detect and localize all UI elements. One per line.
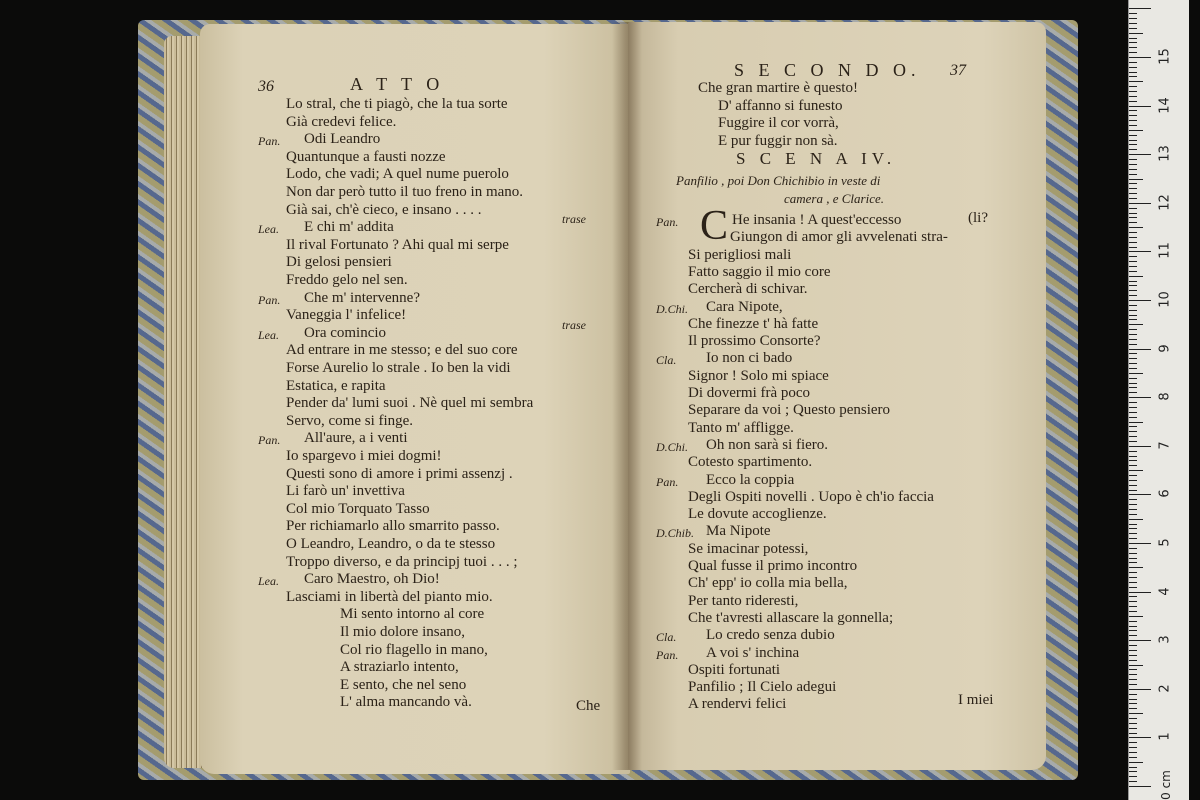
ruler-tick <box>1129 18 1137 19</box>
page-number-right: 37 <box>950 62 966 79</box>
ruler-tick <box>1129 383 1137 384</box>
ruler-tick <box>1129 592 1151 593</box>
ruler-tick <box>1129 601 1137 602</box>
verse-line: Per richiamarlo allo smarrito passo. <box>286 518 500 535</box>
ruler-tick <box>1129 699 1137 700</box>
ruler-tick <box>1129 349 1151 350</box>
ruler-tick <box>1129 635 1137 636</box>
ruler-tick <box>1129 689 1151 690</box>
ruler-tick <box>1129 242 1137 243</box>
verse-line: Estatica, e rapita <box>286 377 386 394</box>
ruler-tick <box>1129 436 1137 437</box>
ruler-tick <box>1129 460 1137 461</box>
verse-line: Che finezze t' hà fatte <box>688 315 819 332</box>
ruler-tick <box>1129 159 1137 160</box>
ruler-tick <box>1129 315 1137 316</box>
ruler-tick <box>1129 72 1137 73</box>
ruler-tick <box>1129 621 1137 622</box>
verse-line: Lasciami in libertà del pianto mio. <box>286 588 493 605</box>
verse-line: Freddo gelo nel sen. <box>286 272 408 288</box>
ruler-number: 3 <box>1157 635 1173 644</box>
ruler-tick <box>1129 494 1151 495</box>
ruler-tick <box>1129 276 1143 277</box>
ruler-tick <box>1129 767 1137 768</box>
ruler-tick <box>1129 426 1137 427</box>
ruler-tick <box>1129 694 1137 695</box>
ruler-tick <box>1129 737 1151 738</box>
ruler-tick <box>1129 57 1151 58</box>
ruler-tick <box>1129 42 1137 43</box>
ruler-tick <box>1129 198 1137 199</box>
verse-line: Forse Aurelio lo strale . Io ben la vidi <box>286 360 511 376</box>
catchword-right: I miei <box>958 692 994 708</box>
verse-line: He insania ! A quest'eccesso <box>732 212 902 228</box>
margin-note: trase <box>562 212 586 227</box>
ruler-tick <box>1129 271 1137 272</box>
ruler-tick <box>1129 266 1137 267</box>
verse-line: Si perigliosi mali <box>688 246 792 263</box>
ruler-tick <box>1129 251 1151 252</box>
verse-line: Quantunque a fausti nozze <box>286 148 446 165</box>
ruler-tick <box>1129 757 1137 758</box>
ruler-tick <box>1129 660 1137 661</box>
ruler-tick <box>1129 81 1143 82</box>
ruler-tick <box>1129 412 1137 413</box>
ruler-tick <box>1129 499 1137 500</box>
stage-direction-line-2: camera , e Clarice. <box>784 191 885 206</box>
margin-note: trase <box>562 317 586 332</box>
ruler-tick <box>1129 470 1143 471</box>
ruler-tick <box>1129 203 1151 204</box>
ruler-tick <box>1129 281 1137 282</box>
ruler-tick <box>1129 582 1137 583</box>
verse-line: D' affanno si funesto <box>718 97 843 114</box>
ruler-tick <box>1129 587 1137 588</box>
speaker-label: Pan. <box>656 647 679 662</box>
ruler-tick <box>1129 179 1143 180</box>
speaker-label: Lea. <box>258 574 279 589</box>
ruler-tick <box>1129 548 1137 549</box>
verse-line: Che t'avresti allascare la gonnella; <box>688 609 894 626</box>
ruler-tick <box>1129 324 1143 325</box>
ruler-tick <box>1129 480 1137 481</box>
right-page <box>628 22 1046 770</box>
ruler-tick <box>1129 402 1137 403</box>
ruler-tick <box>1129 86 1137 87</box>
verse-line: Io spargevo i miei dogmi! <box>286 448 442 464</box>
verse-line: Vaneggia l' infelice! <box>286 307 407 324</box>
ruler-tick <box>1129 611 1137 612</box>
verse-line: Degli Ospiti novelli . Uopo è ch'io faccia <box>688 488 934 505</box>
ruler-tick <box>1129 397 1151 398</box>
ruler-tick <box>1129 76 1137 77</box>
ruler-tick <box>1129 227 1143 228</box>
verse-line: Separare da voi ; Questo pensiero <box>688 402 891 419</box>
page-edges <box>164 36 204 768</box>
ruler-tick <box>1129 144 1137 145</box>
catchword-left: Che <box>576 698 601 714</box>
ruler-tick <box>1129 217 1137 218</box>
verse-line: All'aure, a i venti <box>304 430 408 447</box>
ruler-tick <box>1129 183 1137 184</box>
ruler-tick <box>1129 742 1137 743</box>
ruler-tick <box>1129 407 1137 408</box>
verse-line: Fuggire il cor vorrà, <box>718 115 839 131</box>
ruler-tick <box>1129 509 1137 510</box>
speaker-label: Lea. <box>258 327 279 342</box>
ruler-tick <box>1129 596 1137 597</box>
verse-line: Giungon di amor gli avvelenati stra- <box>730 229 948 246</box>
verse-line: Il rival Fortunato ? Ahi qual mi serpe <box>286 236 509 253</box>
ruler-tick <box>1129 567 1143 568</box>
verse-line: Col mio Torquato Tasso <box>286 500 430 517</box>
ruler-tick <box>1129 475 1137 476</box>
ruler-tick <box>1129 733 1137 734</box>
ruler-tick <box>1129 8 1151 9</box>
verse-line: Il prossimo Consorte? <box>688 333 821 350</box>
ruler-tick <box>1129 456 1137 457</box>
speaker-label: Cla. <box>656 353 677 368</box>
speaker-label: D.Chi. <box>656 439 689 454</box>
ruler-unit-label: 0 cm <box>1158 770 1173 800</box>
verse-line: Cotesto spartimento. <box>688 454 813 471</box>
verse-line: Lodo, che vadi; A quel nume puerolo <box>286 166 509 183</box>
ruler-tick <box>1129 708 1137 709</box>
speaker-label: Pan. <box>258 433 281 448</box>
verse-line: Lo stral, che ti piagò, che la tua sorte <box>286 96 508 112</box>
ruler-tick <box>1129 174 1137 175</box>
ruler-tick <box>1129 140 1137 141</box>
ruler-tick <box>1129 465 1137 466</box>
page-number-left: 36 <box>258 78 274 95</box>
ruler-tick <box>1129 781 1137 782</box>
ruler-tick <box>1129 616 1143 617</box>
verse-line: Troppo diverso, e da principj tuoi . . . ; <box>286 553 518 570</box>
ruler-tick <box>1129 650 1137 651</box>
ruler-tick <box>1129 96 1137 97</box>
ruler-tick <box>1129 514 1137 515</box>
ruler-tick <box>1129 524 1137 525</box>
ruler-tick <box>1129 728 1137 729</box>
ruler-tick <box>1129 101 1137 102</box>
ruler-number: 7 <box>1157 441 1173 450</box>
verse-line: Per tanto rideresti, <box>688 592 799 609</box>
speaker-label: Cla. <box>656 630 677 645</box>
measuring-ruler <box>1128 0 1189 800</box>
verse-line: Odi Leandro <box>304 131 381 148</box>
ruler-number: 6 <box>1157 489 1173 499</box>
ruler-tick <box>1129 533 1137 534</box>
ruler-number: 8 <box>1157 392 1173 401</box>
ruler-tick <box>1129 558 1137 559</box>
left-page <box>200 24 630 774</box>
ruler-tick <box>1129 387 1137 388</box>
ruler-number: 1 <box>1157 732 1173 742</box>
ruler-tick <box>1129 703 1137 704</box>
verse-line: Questi sono di amore i primi assenzj . <box>286 465 513 482</box>
speaker-label: Lea. <box>258 222 279 237</box>
ruler-tick <box>1129 295 1137 296</box>
verse-line: Che m' intervenne? <box>304 289 420 306</box>
ruler-number: 9 <box>1157 343 1173 353</box>
ruler-tick <box>1129 222 1137 223</box>
ruler-tick <box>1129 353 1137 354</box>
speaker-label: D.Chi. <box>656 301 689 316</box>
ruler-number: 13 <box>1157 145 1173 162</box>
running-head-right: S E C O N D O. <box>734 60 921 80</box>
ruler-number: 10 <box>1157 291 1173 308</box>
ruler-tick <box>1129 329 1137 330</box>
verse-line: Le dovute accoglienze. <box>688 506 827 523</box>
margin-note: (li? <box>968 210 988 226</box>
verse-line: Ora comincio <box>304 324 387 341</box>
ruler-tick <box>1129 290 1137 291</box>
ruler-tick <box>1129 368 1137 369</box>
ruler-tick <box>1129 120 1137 121</box>
ruler-tick <box>1129 52 1137 53</box>
ruler-tick <box>1129 67 1137 68</box>
ruler-tick <box>1129 422 1143 423</box>
ruler-number: 5 <box>1157 538 1173 547</box>
ruler-tick <box>1129 154 1151 155</box>
speaker-label: Pan. <box>656 215 679 229</box>
verse-line: Di dovermi frà poco <box>688 385 811 401</box>
ruler-tick <box>1129 213 1137 214</box>
ruler-tick <box>1129 38 1137 39</box>
ruler-tick <box>1129 91 1137 92</box>
ruler-tick <box>1129 553 1137 554</box>
ruler-number: 15 <box>1157 48 1173 65</box>
ruler-tick <box>1129 106 1151 107</box>
ruler-tick <box>1129 645 1137 646</box>
verse-line: Pender da' lumi suoi . Nè quel mi sembra <box>286 395 534 412</box>
verse-line: Mi sento intorno al core <box>340 606 485 623</box>
ruler-tick <box>1129 562 1137 563</box>
drop-capital: C <box>700 203 729 249</box>
ruler-tick <box>1129 373 1143 374</box>
verse-line: A rendervi felici <box>688 696 787 713</box>
verse-line: Di gelosi pensieri <box>286 254 392 271</box>
ruler-tick <box>1129 538 1137 539</box>
ruler-tick <box>1129 232 1137 233</box>
verse-line: L' alma mancando và. <box>340 694 472 711</box>
verse-line: Li farò un' invettiva <box>286 483 405 500</box>
ruler-tick <box>1129 310 1137 311</box>
verse-line: Ch' epp' io colla mia bella, <box>688 575 848 592</box>
verse-line: Se imacinar potessi, <box>688 540 809 557</box>
verse-line: Non dar però tutto il tuo freno in mano. <box>286 184 524 200</box>
verse-line: Servo, come si finge. <box>286 412 414 429</box>
ruler-tick <box>1129 261 1137 262</box>
ruler-tick <box>1129 110 1137 111</box>
verse-line: Cercherà di schivar. <box>688 281 808 298</box>
scene-title: S C E N A IV. <box>736 149 897 168</box>
ruler-tick <box>1129 723 1137 724</box>
ruler-tick <box>1129 747 1137 748</box>
ruler-tick <box>1129 528 1137 529</box>
ruler-tick <box>1129 300 1151 301</box>
verse-line: Già sai, ch'è cieco, e insano . . . . <box>286 201 482 218</box>
ruler-tick <box>1129 451 1137 452</box>
ruler-tick <box>1129 431 1137 432</box>
ruler-tick <box>1129 519 1143 520</box>
verse-line: Il mio dolore insano, <box>340 624 465 640</box>
ruler-tick <box>1129 33 1143 34</box>
ruler-tick <box>1129 164 1137 165</box>
verse-line: Cara Nipote, <box>706 298 783 315</box>
ruler-tick <box>1129 446 1151 447</box>
ruler-tick <box>1129 237 1137 238</box>
verse-line: Tanto m' affligge. <box>688 419 794 436</box>
ruler-tick <box>1129 417 1137 418</box>
ruler-tick <box>1129 392 1137 393</box>
ruler-tick <box>1129 684 1137 685</box>
ruler-tick <box>1129 572 1137 573</box>
speaker-label: Pan. <box>258 134 281 149</box>
ruler-tick <box>1129 441 1137 442</box>
speaker-label: Pan. <box>258 292 281 307</box>
ruler-tick <box>1129 718 1137 719</box>
ruler-tick <box>1129 713 1143 714</box>
verse-line: E pur fuggir non sà. <box>718 132 838 149</box>
verse-line: Caro Maestro, oh Dio! <box>304 571 440 588</box>
ruler-number: 4 <box>1157 586 1173 596</box>
speaker-label: D.Chib. <box>656 526 695 541</box>
ruler-tick <box>1129 577 1137 578</box>
verse-line: Ma Nipote <box>706 523 771 540</box>
ruler-tick <box>1129 630 1137 631</box>
ruler-tick <box>1129 319 1137 320</box>
ruler-tick <box>1129 256 1137 257</box>
ruler-tick <box>1129 665 1143 666</box>
ruler-tick <box>1129 135 1137 136</box>
ruler-tick <box>1129 771 1137 772</box>
verse-line: Ospiti fortunati <box>688 661 781 678</box>
ruler-tick <box>1129 149 1137 150</box>
verse-line: Ecco la coppia <box>706 471 795 488</box>
ruler-tick <box>1129 504 1137 505</box>
ruler-tick <box>1129 23 1137 24</box>
ruler-tick <box>1129 490 1137 491</box>
ruler-tick <box>1129 752 1137 753</box>
ruler-tick <box>1129 679 1137 680</box>
verse-line: Signor ! Solo mi spiace <box>688 367 829 384</box>
ruler-tick <box>1129 169 1137 170</box>
verse-line: A voi s' inchina <box>706 644 800 661</box>
ruler-tick <box>1129 344 1137 345</box>
ruler-tick <box>1129 669 1137 670</box>
ruler-tick <box>1129 339 1137 340</box>
verse-line: O Leandro, Leandro, o da te stesso <box>286 536 496 552</box>
ruler-tick <box>1129 247 1137 248</box>
verse-line: Panfilio ; Il Cielo adegui <box>688 679 837 696</box>
book-gutter <box>612 22 642 770</box>
ruler-tick <box>1129 378 1137 379</box>
ruler-tick <box>1129 485 1137 486</box>
verse-line: Col rio flagello in mano, <box>340 641 488 658</box>
stage-direction-line-1: Panfilio , poi Don Chichibio in veste di <box>676 173 881 188</box>
verse-line: Fatto saggio il mio core <box>688 263 831 280</box>
verse-line: Lo credo senza dubio <box>706 627 835 644</box>
ruler-tick <box>1129 543 1151 544</box>
speaker-label: Pan. <box>656 474 679 489</box>
ruler-number: 2 <box>1157 684 1173 693</box>
verse-line: Oh non sarà si fiero. <box>706 436 829 453</box>
ruler-tick <box>1129 655 1137 656</box>
ruler-number: 12 <box>1157 194 1173 211</box>
ruler-tick <box>1129 130 1143 131</box>
ruler-tick <box>1129 305 1137 306</box>
verse-line: E sento, che nel seno <box>340 676 467 693</box>
running-head-left: A T T O <box>350 74 445 94</box>
ruler-tick <box>1129 28 1137 29</box>
verse-line: Io non ci bado <box>706 350 793 367</box>
verse-line: Qual fusse il primo incontro <box>688 558 858 574</box>
ruler-tick <box>1129 358 1137 359</box>
ruler-tick <box>1129 285 1137 286</box>
ruler-tick <box>1129 188 1137 189</box>
ruler-tick <box>1129 125 1137 126</box>
verse-line: Ad entrare in me stesso; e del suo core <box>286 342 518 359</box>
ruler-tick <box>1129 115 1137 116</box>
ruler-tick <box>1129 208 1137 209</box>
verse-line: Che gran martire è questo! <box>698 80 858 96</box>
ruler-tick <box>1129 762 1143 763</box>
ruler-tick <box>1129 626 1137 627</box>
verse-line: A straziarlo intento, <box>340 659 459 676</box>
ruler-tick <box>1129 47 1137 48</box>
ruler-tick <box>1129 334 1137 335</box>
verse-line: Già credevi felice. <box>286 113 397 130</box>
ruler-number: 14 <box>1157 96 1173 114</box>
ruler-tick <box>1129 674 1137 675</box>
ruler-tick <box>1129 62 1137 63</box>
ruler-tick <box>1129 13 1137 14</box>
ruler-tick <box>1129 776 1137 777</box>
verse-line: E chi m' addita <box>304 219 394 236</box>
ruler-tick <box>1129 363 1137 364</box>
ruler-tick <box>1129 606 1137 607</box>
ruler-tick <box>1129 786 1151 787</box>
ruler-number: 11 <box>1157 242 1173 260</box>
ruler-tick <box>1129 640 1151 641</box>
ruler-tick <box>1129 193 1137 194</box>
